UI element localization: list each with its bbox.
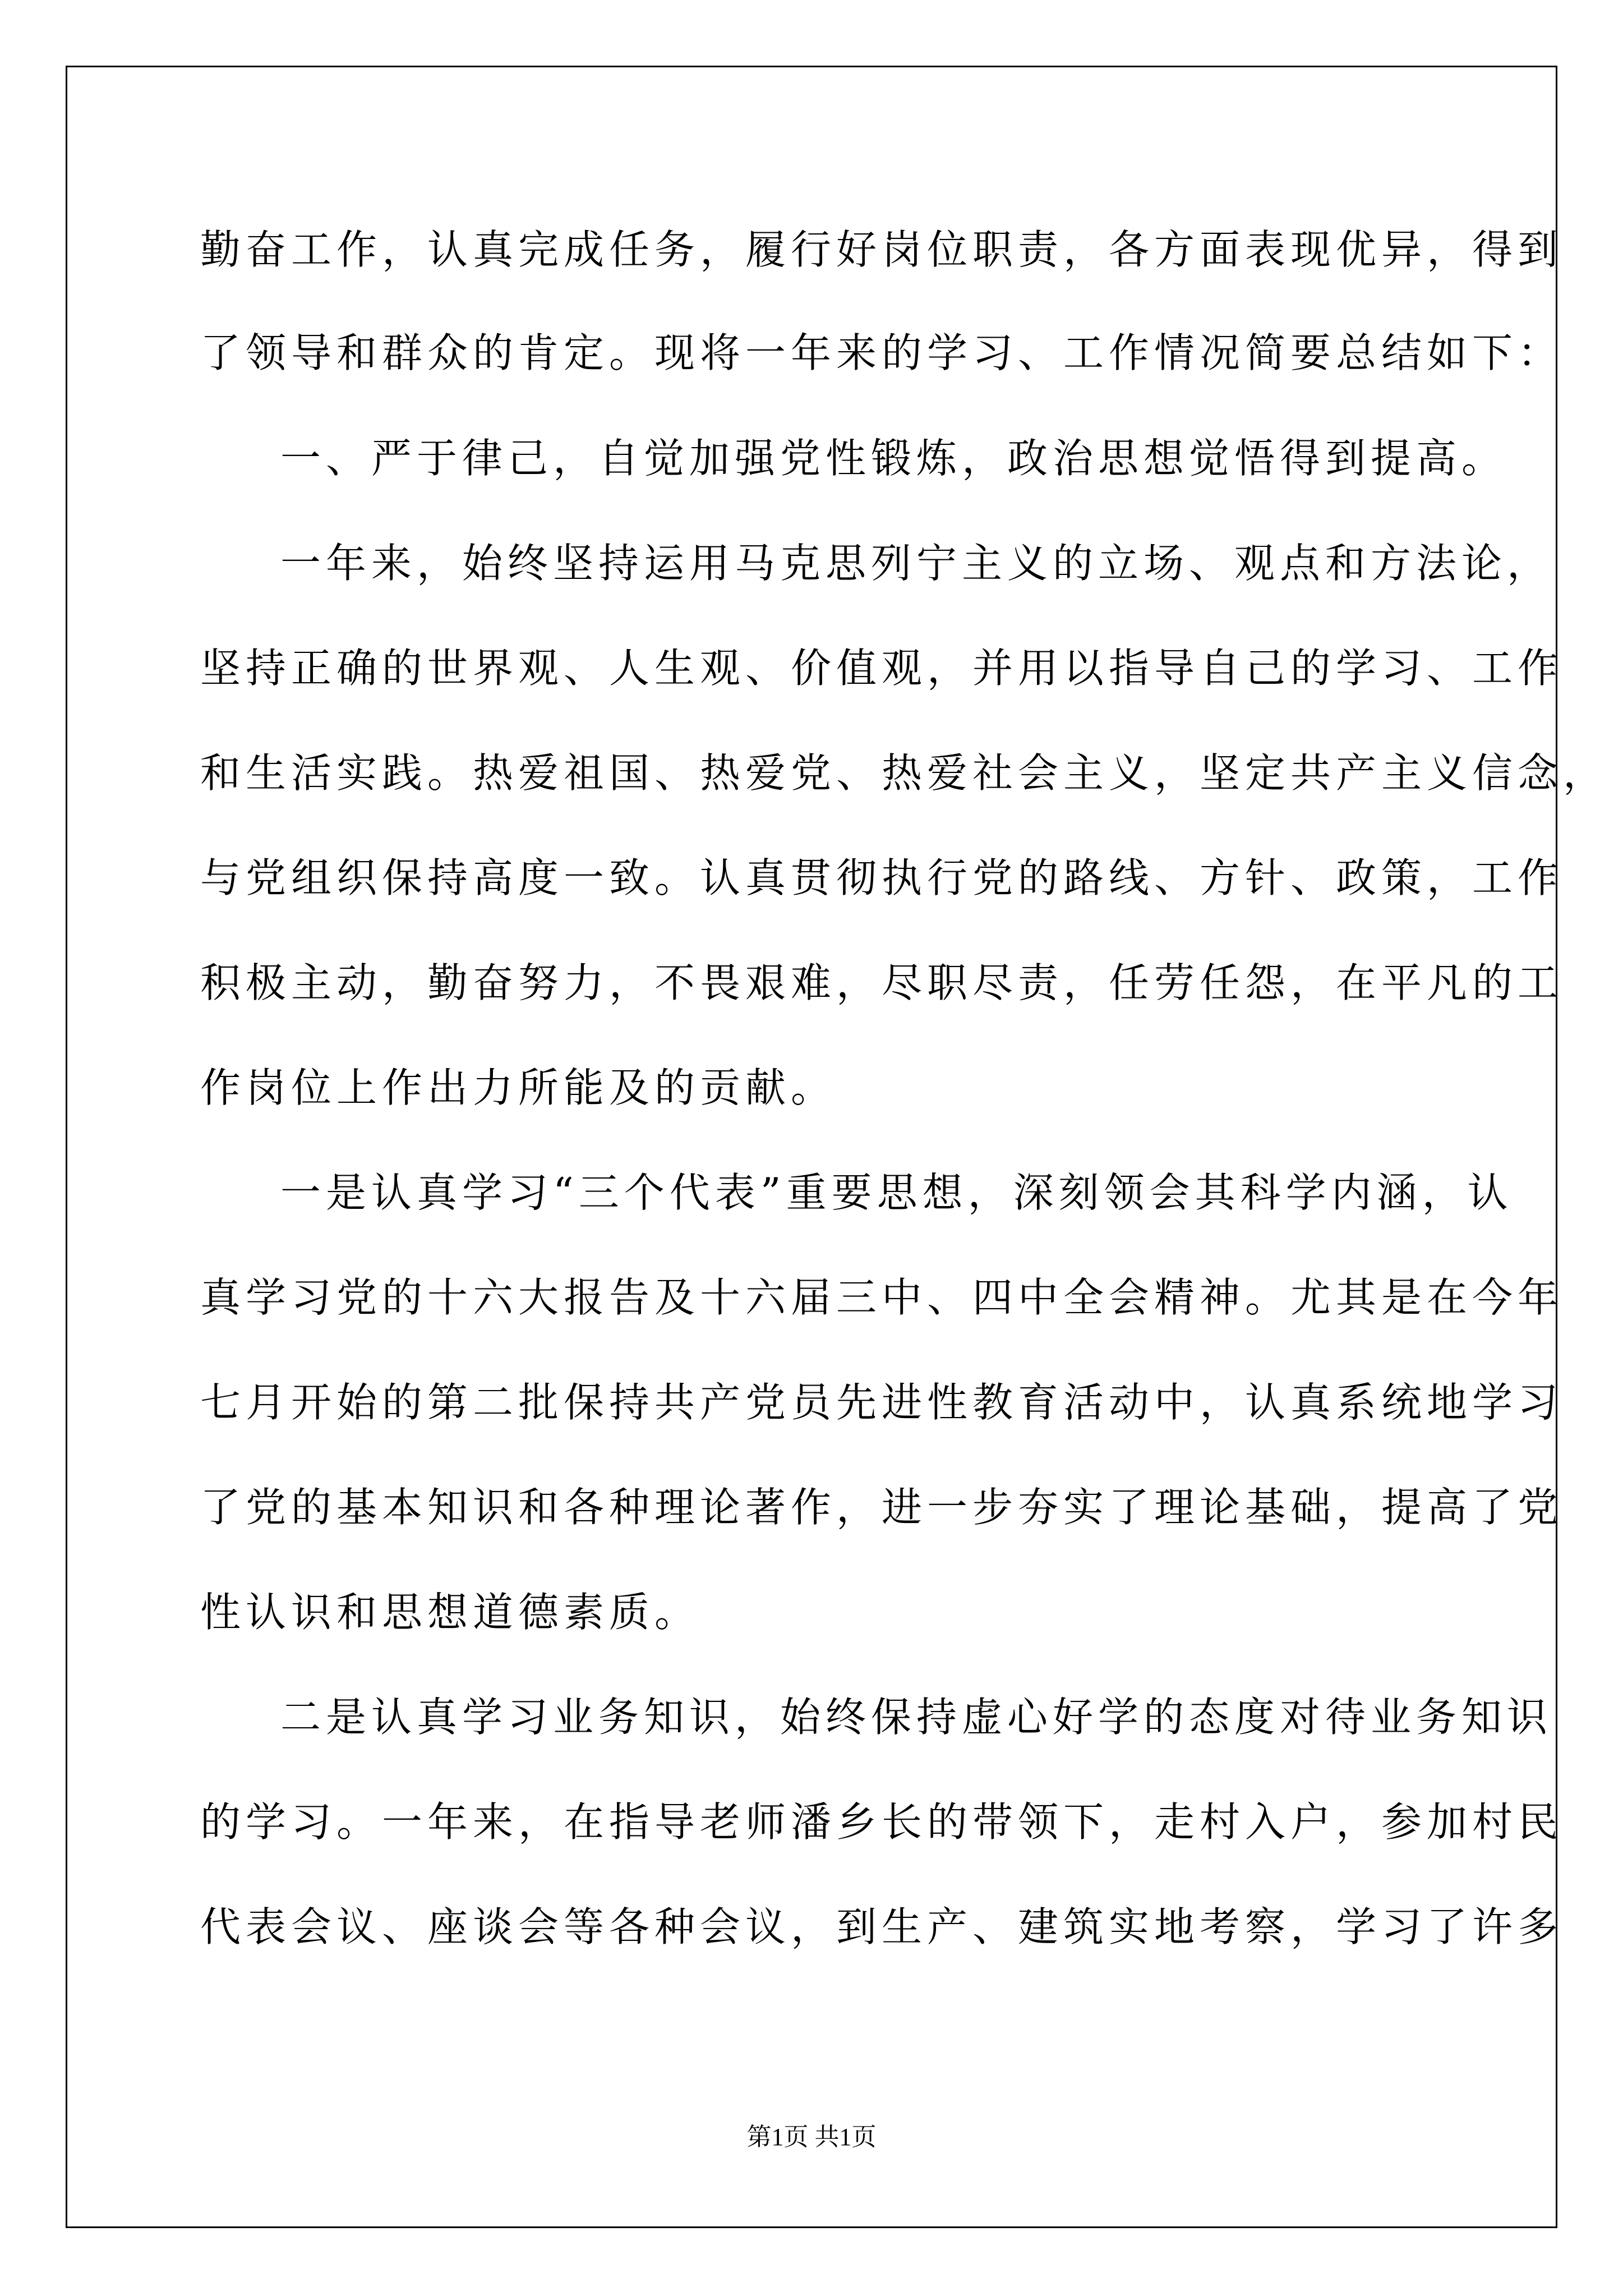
text-line-11: 真学习党的十六大报告及十六届三中、四中全会精神。尤其是在今年 (200, 1274, 1564, 1321)
text-line-9: 作岗位上作出力所能及的贡献。 (200, 1064, 837, 1111)
text-line-14: 性认识和思想道德素质。 (200, 1589, 700, 1636)
text-line-8: 积极主动，勤奋努力，不畏艰难，尽职尽责，任劳任怨，在平凡的工 (200, 959, 1564, 1006)
text-line-5: 坚持正确的世界观、人生观、价值观，并用以指导自己的学习、工作 (200, 645, 1564, 692)
text-line-15: 二是认真学习业务知识，始终保持虚心好学的态度对待业务知识 (280, 1694, 1553, 1741)
section-heading-1: 一、严于律己，自觉加强党性锻炼，政治思想觉悟得到提高。 (280, 435, 1507, 482)
text-line-13: 了党的基本知识和各种理论著作，进一步夯实了理论基础，提高了党 (200, 1484, 1564, 1531)
text-line-16: 的学习。一年来，在指导老师潘乡长的带领下，走村入户，参加村民 (200, 1798, 1564, 1846)
text-line-7: 与党组织保持高度一致。认真贯彻执行党的路线、方针、政策，工作 (200, 854, 1564, 901)
page-number-footer: 第1页 共1页 (746, 2123, 877, 2151)
text-line-6: 和生活实践。热爱祖国、热爱党、热爱社会主义，坚定共产主义信念， (200, 749, 1609, 797)
text-line-2: 了领导和群众的肯定。现将一年来的学习、工作情况简要总结如下： (200, 329, 1564, 376)
text-line-10: 一是认真学习“三个代表”重要思想，深刻领会其科学内涵，认 (280, 1169, 1513, 1216)
text-line-17: 代表会议、座谈会等各种会议，到生产、建筑实地考察，学习了许多 (200, 1903, 1564, 1950)
text-line-4: 一年来，始终坚持运用马克思列宁主义的立场、观点和方法论， (280, 540, 1553, 587)
text-line-1: 勤奋工作，认真完成任务，履行好岗位职责，各方面表现优异，得到 (200, 226, 1564, 273)
text-line-12: 七月开始的第二批保持共产党员先进性教育活动中，认真系统地学习 (200, 1379, 1564, 1426)
